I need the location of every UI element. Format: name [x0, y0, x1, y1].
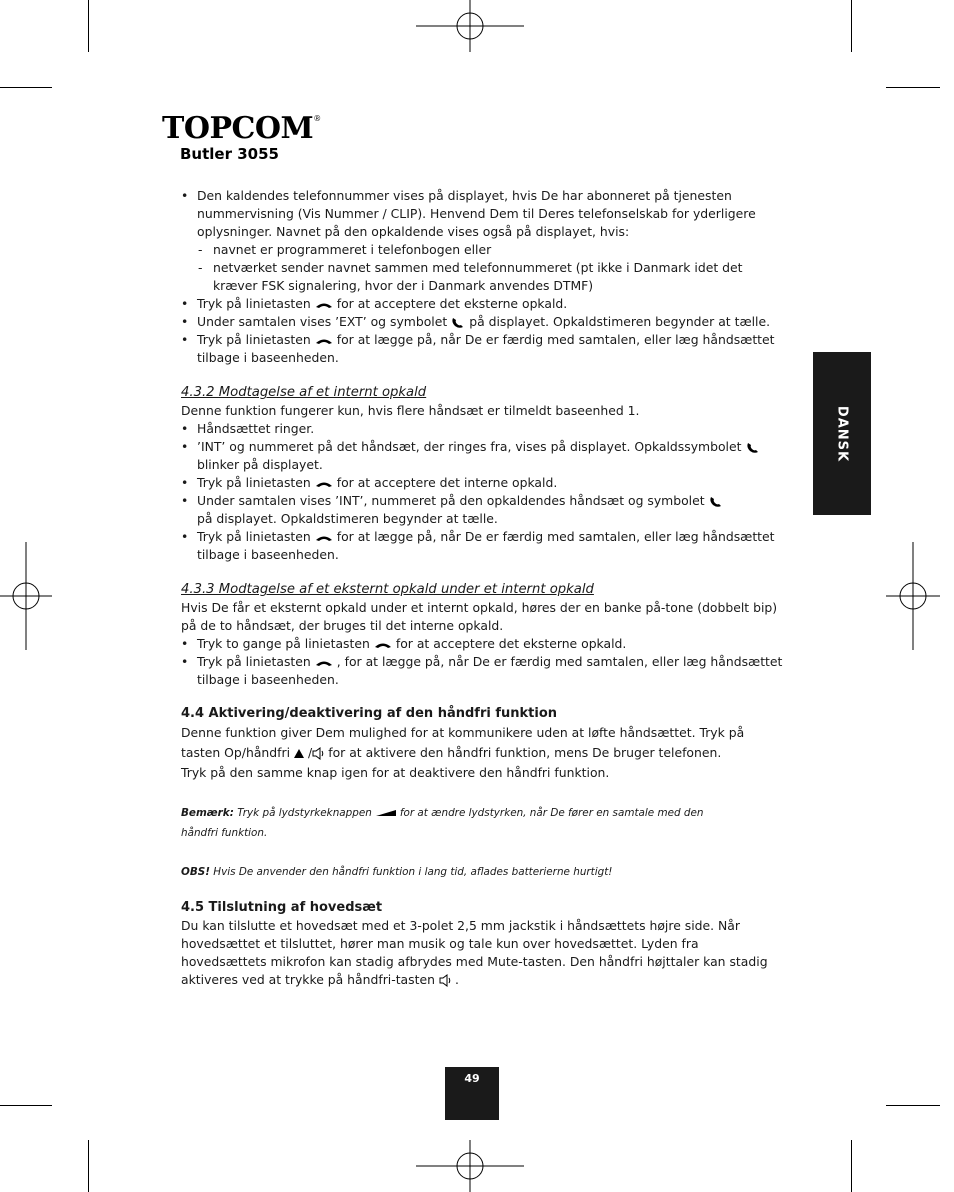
section-heading-4-4: 4.4 Aktivering/deaktivering af den håndfri funktion — [181, 706, 558, 721]
crop-mark — [88, 1140, 89, 1192]
list-item: • Under samtalen vises ’INT’, nummeret på den opkaldendes håndsæt og symbolet på displayet. Opkaldstimeren begynder at tælle. — [181, 492, 786, 528]
list-item: • Tryk på linietasten for at acceptere det interne opkald. — [181, 474, 786, 492]
note: Bemærk: Tryk på lydstyrkeknappen for at ændre lydstyrken, når De fører en samtale med den håndfri funktion. — [181, 807, 704, 839]
list-item: • Den kaldendes telefonnummer vises på displayet, hvis De har abonneret på tjenesten nummervisning (Vis Nummer / CLIP). Henvend Dem til Deres telefonselskab for yderligere oplysninger. Navnet på den opkaldende vises også på displayet, hvis: — [181, 187, 786, 241]
registration-mark-left — [0, 542, 52, 650]
handset-icon — [315, 659, 333, 667]
section-heading-4-3-2: 4.3.2 Modtagelse af et internt opkald — [181, 385, 427, 400]
speaker-icon — [312, 747, 324, 760]
section-heading-4-5: 4.5 Tilslutning af hovedsæt — [181, 900, 383, 915]
phone-icon — [709, 496, 723, 508]
list-item: • Tryk på linietasten for at acceptere det eksterne opkald. — [181, 295, 786, 313]
crop-mark — [886, 1105, 940, 1106]
handset-icon — [315, 301, 333, 309]
crop-mark — [851, 1140, 852, 1192]
volume-up-icon — [294, 749, 304, 758]
paragraph: tasten Op/håndfri / for at aktivere den håndfri funktion, mens De bruger telefonen. — [181, 745, 722, 760]
phone-icon — [451, 317, 465, 329]
section-heading-4-3-3: 4.3.3 Modtagelse af et eksternt opkald under et internt opkald — [181, 582, 594, 597]
logo-text: TOPCOM — [162, 111, 314, 146]
paragraph: Hvis De får et eksternt opkald under et internt opkald, høres der en banke på-tone (dobbelt bip) på de to håndsæt, der bruges til det interne opkald. — [181, 600, 778, 633]
list-item: • Tryk på linietasten for at lægge på, når De er færdig med samtalen, eller læg håndsættet tilbage i baseenheden. — [181, 528, 786, 564]
list-item: • Tryk på linietasten , for at lægge på, når De er færdig med samtalen, eller læg håndsættet tilbage i baseenheden. — [181, 653, 786, 689]
list-item: - netværket sender navnet sammen med telefonnummeret (pt ikke i Danmark idet det kræver FSK signalering, hvor der i Danmark anvendes DTMF) — [181, 259, 786, 295]
registration-mark-top — [416, 0, 524, 52]
language-label: DANSK — [834, 405, 850, 462]
volume-up-icon — [376, 810, 396, 817]
crop-mark — [88, 0, 89, 52]
phone-icon — [746, 442, 760, 454]
language-tab — [813, 352, 871, 515]
crop-mark — [0, 1105, 52, 1106]
registration-mark-right — [886, 542, 940, 650]
handset-icon — [315, 337, 333, 345]
crop-mark — [886, 87, 940, 88]
handset-icon — [315, 534, 333, 542]
warning-note: OBS! Hvis De anvender den håndfri funktion i lang tid, aflades batterierne hurtigt! — [181, 866, 613, 878]
registered-mark: ® — [313, 114, 322, 123]
page-content — [181, 187, 786, 989]
list-item: - navnet er programmeret i telefonbogen eller — [181, 241, 786, 259]
list-item: • ’INT’ og nummeret på det håndsæt, der ringes fra, vises på displayet. Opkaldssymbolet blinker på displayet. — [181, 438, 786, 474]
list-item: • Under samtalen vises ’EXT’ og symbolet på displayet. Opkaldstimeren begynder at tælle. — [181, 313, 786, 331]
crop-mark — [0, 87, 52, 88]
list-item: • Tryk to gange på linietasten for at acceptere det eksterne opkald. — [181, 635, 786, 653]
paragraph: Tryk på den samme knap igen for at deaktivere den håndfri funktion. — [181, 765, 610, 780]
model-name: Butler 3055 — [180, 145, 279, 163]
paragraph: Denne funktion giver Dem mulighed for at kommunikere uden at løfte håndsættet. Tryk på — [181, 725, 745, 740]
handset-icon — [374, 641, 392, 649]
registration-mark-bottom — [416, 1140, 524, 1192]
handset-icon — [315, 480, 333, 488]
speaker-icon — [439, 974, 451, 987]
crop-mark — [851, 0, 852, 52]
paragraph: Du kan tilslutte et hovedsæt med et 3-polet 2,5 mm jackstik i håndsættets højre side. Når hovedsættet et tilsluttet, hører man musik og tale kun over hovedsættet. Lyden fra hovedsættets mikrofon kan stadig afbrydes med Mute-tasten. Den håndfri højttaler kan stadig aktiveres ved at trykke på håndfri-tasten . — [181, 918, 768, 987]
topcom-logo — [162, 111, 322, 146]
list-item: • Håndsættet ringer. — [181, 420, 786, 438]
page-number: 49 — [445, 1067, 499, 1120]
paragraph: Denne funktion fungerer kun, hvis flere håndsæt er tilmeldt baseenhed 1. — [181, 403, 640, 418]
list-item: • Tryk på linietasten for at lægge på, når De er færdig med samtalen, eller læg håndsættet tilbage i baseenheden. — [181, 331, 786, 367]
